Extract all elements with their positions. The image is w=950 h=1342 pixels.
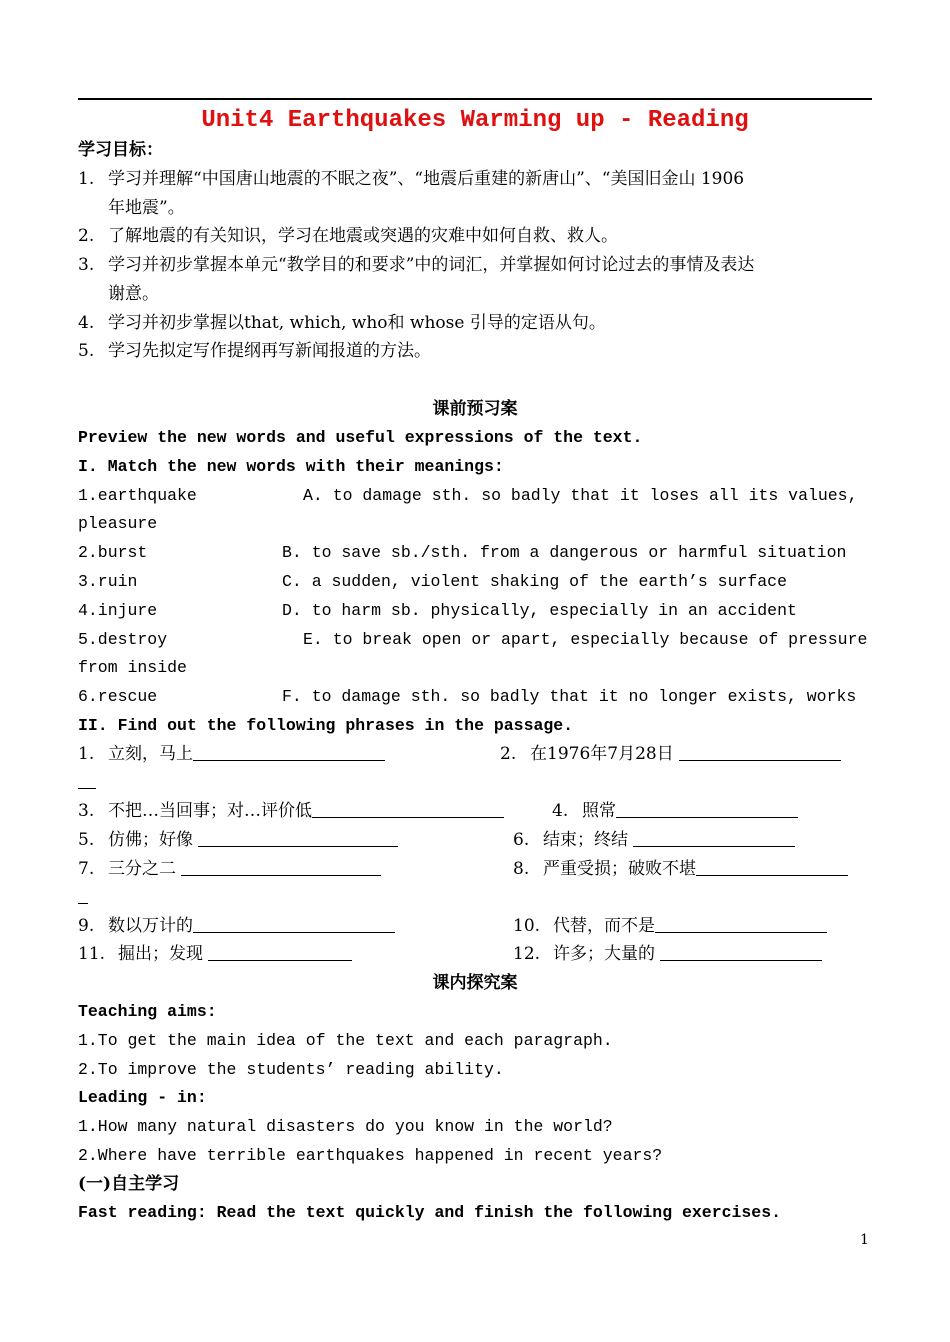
phrase-item: 10. 代替，而不是 <box>513 914 827 938</box>
match-heading: I. Match the new words with their meanings: <box>78 457 504 476</box>
phrase-item: 8. 严重受损；破败不堪 <box>513 857 848 881</box>
objective-item-cont: 年地震”。 <box>108 198 185 218</box>
word-meaning: B. to save sb./sth. from a dangerous or harmful situation <box>282 543 847 562</box>
self-study-heading: (一)自主学习 <box>78 1174 180 1194</box>
header-rule <box>78 98 872 100</box>
answer-blank[interactable] <box>633 828 795 847</box>
answer-blank[interactable] <box>660 942 822 961</box>
answer-blank[interactable] <box>696 857 848 876</box>
phrase-item: 2. 在1976年7月28日 <box>500 742 841 766</box>
objective-item: 2. 了解地震的有关知识，学习在地震或突遇的灾难中如何自救、救人。 <box>78 226 618 246</box>
answer-blank[interactable] <box>208 942 352 961</box>
leadin-question: 2.Where have terrible earthquakes happened in recent years? <box>78 1146 663 1165</box>
word-meaning: A. to damage sth. so badly that it loses all its values, <box>303 486 858 505</box>
word-meaning: C. a sudden, violent shaking of the earth’s surface <box>282 572 787 591</box>
phrases-heading: II. Find out the following phrases in the passage. <box>78 716 574 735</box>
phrase-item: 3. 不把…当回事；对…评价低 <box>78 799 504 823</box>
objective-item: 5. 学习先拟定写作提纲再写新闻报道的方法。 <box>78 341 431 361</box>
phrase-item: 4. 照常 <box>552 799 798 823</box>
leadin-question: 1.How many natural disasters do you know in the world? <box>78 1117 613 1136</box>
objective-item: 1. 学习并理解“中国唐山地震的不眠之夜”、“地震后重建的新唐山”、“美国旧金山 1906 <box>78 169 745 189</box>
answer-blank-cont <box>78 770 96 794</box>
answer-blank[interactable] <box>198 828 398 847</box>
word-meaning-cont: pleasure <box>78 514 158 533</box>
answer-blank-cont <box>78 885 88 909</box>
page-number: 1 <box>860 1232 869 1248</box>
answer-blank[interactable] <box>616 799 798 818</box>
preview-intro: Preview the new words and useful expressions of the text. <box>78 428 643 447</box>
answer-blank[interactable] <box>655 914 827 933</box>
answer-blank[interactable] <box>679 742 841 761</box>
word-item: 6.rescue <box>78 687 158 706</box>
fast-reading-instruction: Fast reading: Read the text quickly and finish the following exercises. <box>78 1203 782 1222</box>
phrase-item: 12. 许多；大量的 <box>513 942 822 966</box>
objectives-heading: 学习目标： <box>78 140 163 160</box>
document-title: Unit4 Earthquakes Warming up - Reading <box>201 107 749 134</box>
objective-item-cont: 谢意。 <box>108 284 159 304</box>
answer-blank[interactable] <box>193 742 385 761</box>
word-meaning: E. to break open or apart, especially because of pressure <box>303 630 868 649</box>
answer-blank[interactable] <box>193 914 395 933</box>
word-item: 5.destroy <box>78 630 168 649</box>
word-meaning-cont: from inside <box>78 658 187 677</box>
aim-item: 2.To improve the students’ reading ability. <box>78 1060 504 1079</box>
preview-heading: 课前预习案 <box>432 399 518 419</box>
phrase-item: 5. 仿佛；好像 <box>78 828 398 852</box>
phrase-item: 7. 三分之二 <box>78 857 381 881</box>
word-meaning: D. to harm sb. physically, especially in an accident <box>282 601 797 620</box>
word-item: 1.earthquake <box>78 486 197 505</box>
objective-item: 4. 学习并初步掌握以that, which, who和 whose 引导的定语从句。 <box>78 313 606 333</box>
answer-blank[interactable] <box>312 799 504 818</box>
phrase-item: 6. 结束；终结 <box>513 828 795 852</box>
phrase-item: 9. 数以万计的 <box>78 914 395 938</box>
objective-item: 3. 学习并初步掌握本单元“教学目的和要求”中的词汇，并掌握如何讨论过去的事情及表达 <box>78 255 755 275</box>
aim-item: 1.To get the main idea of the text and each paragraph. <box>78 1031 613 1050</box>
phrase-item: 11. 掘出；发现 <box>78 942 352 966</box>
aims-heading: Teaching aims: <box>78 1002 217 1021</box>
leadin-heading: Leading - in: <box>78 1088 207 1107</box>
phrase-item: 1. 立刻，马上 <box>78 742 385 766</box>
word-item: 4.injure <box>78 601 158 620</box>
answer-blank[interactable] <box>181 857 381 876</box>
inclass-heading: 课内探究案 <box>432 973 518 993</box>
word-meaning: F. to damage sth. so badly that it no longer exists, works <box>282 687 857 706</box>
word-item: 3.ruin <box>78 572 138 591</box>
word-item: 2.burst <box>78 543 148 562</box>
